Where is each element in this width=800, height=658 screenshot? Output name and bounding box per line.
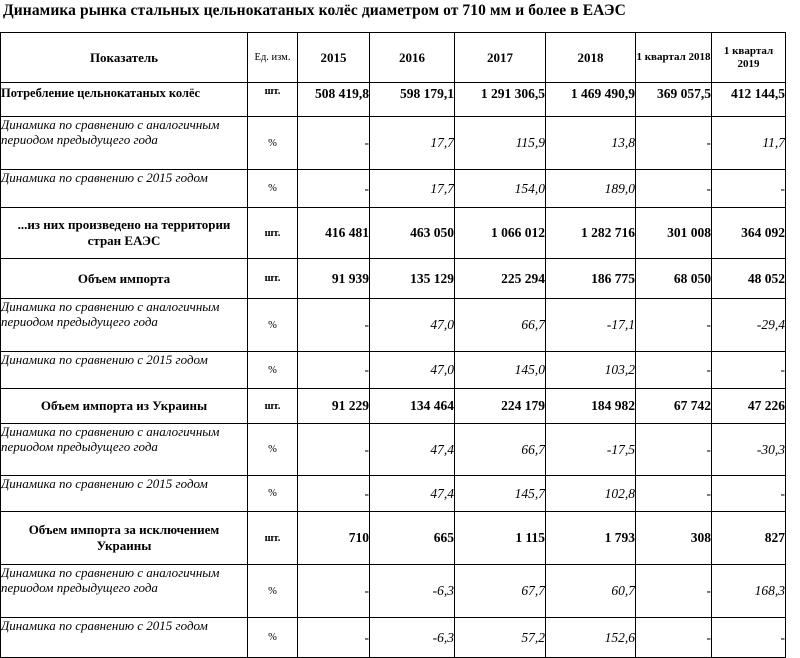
table-cell: 369 057,5 [636, 83, 712, 117]
row-label: Динамика по сравнению с аналогичным периодом предыдущего года [1, 117, 248, 170]
table-row [1, 259, 786, 299]
header-q1-2018: 1 квартал 2018 [636, 33, 712, 83]
table-cell: - [298, 565, 370, 618]
table-cell: 1 291 306,5 [455, 83, 546, 117]
header-row [1, 33, 786, 83]
table-row [1, 476, 786, 512]
table-cell: 134 464 [370, 389, 455, 424]
table-cell: 1 469 490,9 [546, 83, 636, 117]
table-cell: 135 129 [370, 259, 455, 299]
table-cell: 91 229 [298, 389, 370, 424]
table-cell: 47,0 [370, 352, 455, 389]
table-cell: - [636, 424, 712, 476]
table-cell: 412 144,5 [712, 83, 786, 117]
table-cell: - [636, 352, 712, 389]
table-cell: - [298, 352, 370, 389]
header-2015: 2015 [298, 33, 370, 83]
table-cell: 186 775 [546, 259, 636, 299]
table-cell: 47,0 [370, 299, 455, 352]
table-cell: 1 066 012 [455, 208, 546, 259]
row-label: Динамика по сравнению с аналогичным периодом предыдущего года [1, 299, 248, 352]
table-row [1, 618, 786, 658]
row-unit: шт. [248, 208, 298, 259]
row-unit: шт. [248, 389, 298, 424]
table-cell: - [636, 618, 712, 658]
table-cell: 1 793 [546, 512, 636, 565]
table-cell: 598 179,1 [370, 83, 455, 117]
table-cell: -17,1 [546, 299, 636, 352]
table-cell: 67 742 [636, 389, 712, 424]
table-cell: -17,5 [546, 424, 636, 476]
table-row [1, 208, 786, 259]
table-cell: 301 008 [636, 208, 712, 259]
row-label: Динамика по сравнению с 2015 годом [1, 352, 248, 389]
table-cell: -30,3 [712, 424, 786, 476]
row-unit: % [248, 170, 298, 208]
table-cell: 308 [636, 512, 712, 565]
table-cell: - [636, 117, 712, 170]
table-cell: 66,7 [455, 424, 546, 476]
table-cell: - [298, 618, 370, 658]
row-unit: % [248, 352, 298, 389]
table-cell: - [636, 170, 712, 208]
row-unit: % [248, 117, 298, 170]
table-cell: 57,2 [455, 618, 546, 658]
header-indicator: Показатель [1, 33, 248, 83]
table-cell: -6,3 [370, 565, 455, 618]
table-cell: 17,7 [370, 170, 455, 208]
table-cell: 91 939 [298, 259, 370, 299]
row-label: Динамика по сравнению с аналогичным периодом предыдущего года [1, 424, 248, 476]
table-cell: 184 982 [546, 389, 636, 424]
table-cell: 665 [370, 512, 455, 565]
table-cell: 224 179 [455, 389, 546, 424]
table-cell: - [712, 352, 786, 389]
table-row [1, 170, 786, 208]
table-cell: 67,7 [455, 565, 546, 618]
table-cell: 1 282 716 [546, 208, 636, 259]
table-cell: - [712, 170, 786, 208]
table-cell: -6,3 [370, 618, 455, 658]
data-table [0, 32, 786, 658]
table-row [1, 352, 786, 389]
table-cell: - [298, 476, 370, 512]
table-row [1, 299, 786, 352]
header-2018: 2018 [546, 33, 636, 83]
table-row [1, 389, 786, 424]
table-cell: - [298, 424, 370, 476]
table-cell: 115,9 [455, 117, 546, 170]
row-unit: шт. [248, 259, 298, 299]
table-cell: 47 226 [712, 389, 786, 424]
table-cell: 47,4 [370, 424, 455, 476]
table-cell: 189,0 [546, 170, 636, 208]
header-q1-2019: 1 квартал 2019 [712, 33, 786, 83]
table-row [1, 565, 786, 618]
table-cell: - [298, 117, 370, 170]
row-label: Объем импорта [1, 259, 248, 299]
row-label: Потребление цельнокатаных колёс [1, 83, 248, 117]
table-cell: - [298, 299, 370, 352]
table-cell: 154,0 [455, 170, 546, 208]
table-cell: 145,7 [455, 476, 546, 512]
table-cell: 710 [298, 512, 370, 565]
row-unit: % [248, 476, 298, 512]
table-cell: 66,7 [455, 299, 546, 352]
table-cell: 48 052 [712, 259, 786, 299]
row-label: Динамика по сравнению с 2015 годом [1, 618, 248, 658]
table-cell: - [636, 565, 712, 618]
row-unit: % [248, 424, 298, 476]
table-cell: - [298, 170, 370, 208]
table-row [1, 117, 786, 170]
table-cell: 13,8 [546, 117, 636, 170]
table-cell: 364 092 [712, 208, 786, 259]
table-cell: 60,7 [546, 565, 636, 618]
table-cell: 508 419,8 [298, 83, 370, 117]
table-cell: 225 294 [455, 259, 546, 299]
row-unit: % [248, 565, 298, 618]
table-cell: 168,3 [712, 565, 786, 618]
row-unit: шт. [248, 83, 298, 117]
table-cell: 152,6 [546, 618, 636, 658]
table-cell: 416 481 [298, 208, 370, 259]
row-label: Динамика по сравнению с 2015 годом [1, 170, 248, 208]
table-cell: 11,7 [712, 117, 786, 170]
table-cell: 47,4 [370, 476, 455, 512]
table-row [1, 512, 786, 565]
table-row [1, 83, 786, 117]
row-label: Объем импорта за исключением Украины [1, 512, 248, 565]
table-cell: 17,7 [370, 117, 455, 170]
row-label: Объем импорта из Украины [1, 389, 248, 424]
page-title: Динамика рынка стальных цельнокатаных колёс диаметром от 710 мм и более в ЕАЭС [3, 2, 626, 19]
table-cell: 463 050 [370, 208, 455, 259]
header-unit: Ед. изм. [248, 33, 298, 83]
row-unit: шт. [248, 512, 298, 565]
table-cell: -29,4 [712, 299, 786, 352]
row-label: ...из них произведено на территории стран ЕАЭС [1, 208, 248, 259]
row-label: Динамика по сравнению с аналогичным периодом предыдущего года [1, 565, 248, 618]
table-cell: 827 [712, 512, 786, 565]
table-cell: - [712, 476, 786, 512]
table-cell: - [636, 299, 712, 352]
row-unit: % [248, 299, 298, 352]
table-row [1, 424, 786, 476]
table-cell: 103,2 [546, 352, 636, 389]
table-cell: 68 050 [636, 259, 712, 299]
row-label: Динамика по сравнению с 2015 годом [1, 476, 248, 512]
header-2017: 2017 [455, 33, 546, 83]
row-unit: % [248, 618, 298, 658]
header-2016: 2016 [370, 33, 455, 83]
table-cell: 145,0 [455, 352, 546, 389]
table-cell: 102,8 [546, 476, 636, 512]
table-cell: - [712, 618, 786, 658]
table-cell: 1 115 [455, 512, 546, 565]
table-cell: - [636, 476, 712, 512]
